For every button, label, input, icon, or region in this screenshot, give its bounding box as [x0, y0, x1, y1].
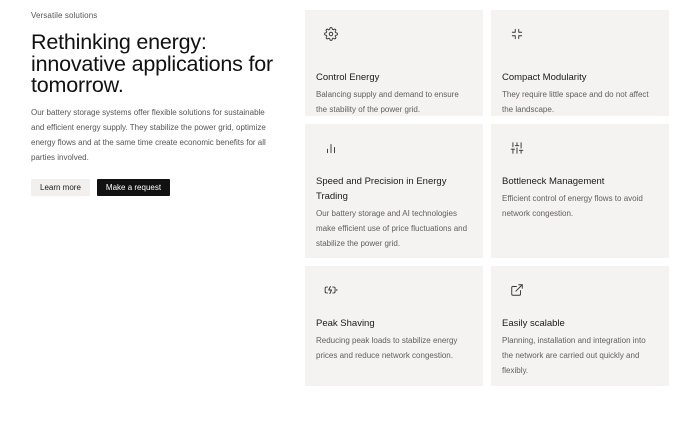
card-description: Balancing supply and demand to ensure the stability of the power grid.	[316, 90, 459, 114]
hero-section	[31, 10, 281, 196]
card-description: Our battery storage and AI technologies make efficient use of price fluctuations and stabilize the power grid.	[316, 209, 468, 248]
card-description: Reducing peak loads to stabilize energy prices and reduce network congestion.	[316, 336, 458, 360]
card-title: Control Energy	[316, 72, 380, 83]
card-description: Efficient control of energy flows to avoid network congestion.	[502, 194, 643, 218]
hero-eyebrow: Versatile solutions	[31, 11, 98, 20]
card-description: Planning, installation and integration into the network are carried out quickly and flexibly.	[502, 336, 646, 375]
gear-icon	[324, 27, 338, 41]
make-request-button[interactable]: Make a request	[97, 179, 170, 196]
card-easily-scalable	[491, 266, 669, 386]
hero-headline: Rethinking energy: innovative applications for tomorrow.	[31, 30, 273, 97]
compress-arrows-icon	[510, 27, 524, 41]
card-title: Easily scalable	[502, 318, 565, 329]
card-compact-modularity	[491, 10, 669, 116]
bar-chart-icon	[324, 141, 338, 155]
card-peak-shaving	[305, 266, 483, 386]
card-description: They require little space and do not affect the landscape.	[502, 90, 649, 114]
learn-more-button[interactable]: Learn more	[31, 179, 90, 196]
card-bottleneck-management	[491, 124, 669, 258]
external-link-icon	[510, 283, 524, 297]
card-speed-precision	[305, 124, 483, 258]
hero-intro: Our battery storage systems offer flexible solutions for sustainable and efficient energy supply. They stabilize the power grid, optimize energy flows and at the same time create economic benefits for all parties involved.	[31, 107, 266, 162]
card-title: Bottleneck Management	[502, 176, 605, 187]
card-control-energy	[305, 10, 483, 116]
hero-buttons	[31, 179, 281, 196]
battery-charging-icon	[324, 283, 338, 297]
sliders-icon	[510, 141, 524, 155]
card-title: Speed and Precision in Energy Trading	[316, 176, 447, 202]
card-title: Compact Modularity	[502, 72, 587, 83]
card-title: Peak Shaving	[316, 318, 375, 329]
